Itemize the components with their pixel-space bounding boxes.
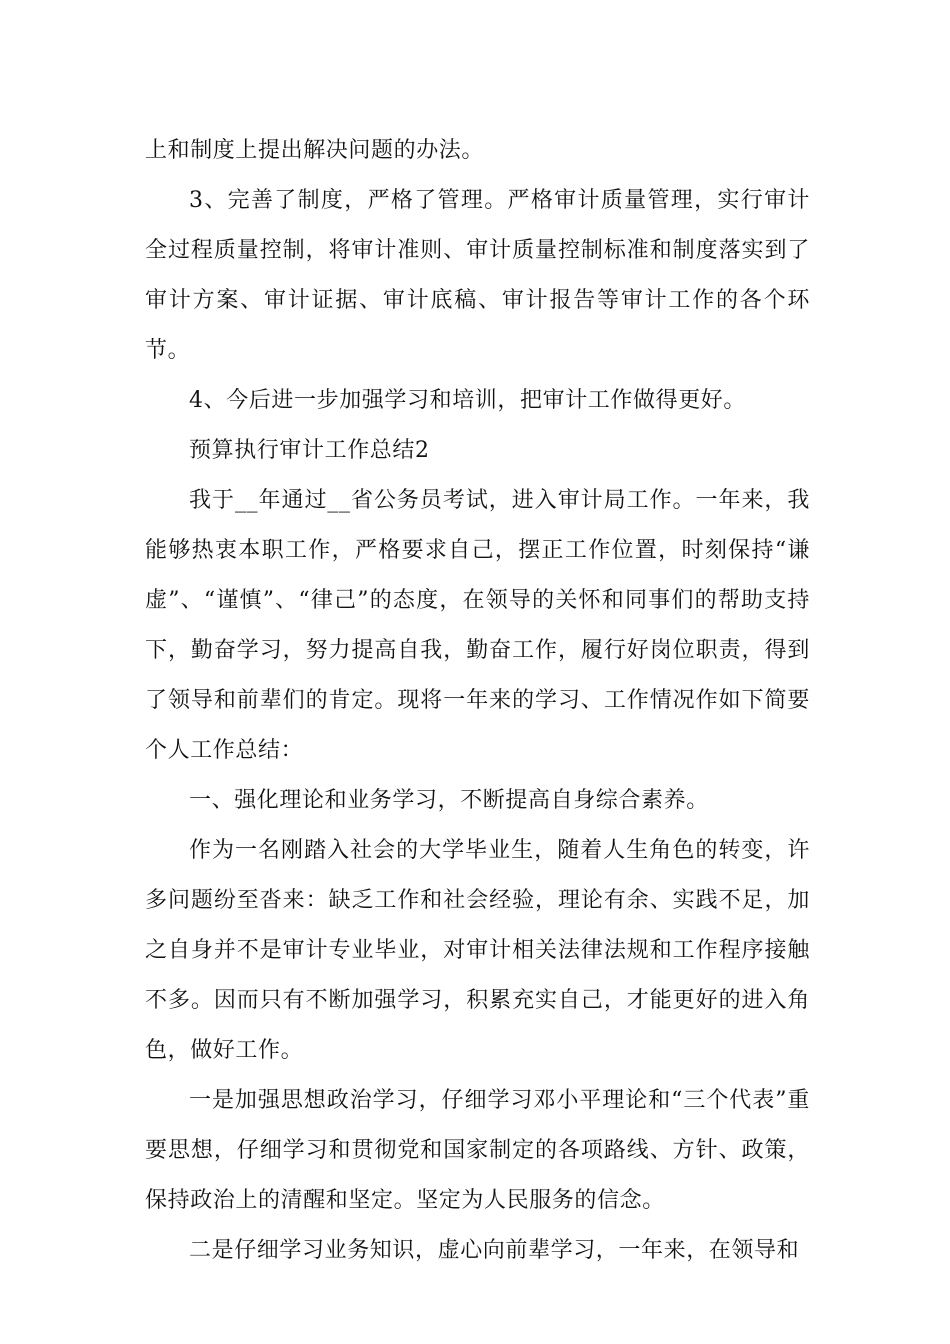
paragraph-point-one: 一是加强思想政治学习，仔细学习邓小平理论和“三个代表”重要思想，仔细学习和贯彻党和国家制定的各项路线、方针、政策，保持政治上的清醒和坚定。坚定为人民服务的信念。 xyxy=(145,1088,810,1213)
subheading-one: 一、强化理论和业务学习，不断提高自身综合素养。 xyxy=(189,788,709,813)
paragraph-continuation: 上和制度上提出解决问题的办法。 xyxy=(145,138,485,163)
document-body xyxy=(145,126,810,1276)
paragraph-background: 作为一名刚踏入社会的大学毕业生，随着人生角色的转变，许多问题纷至沓来：缺乏工作和社会经验，理论有余、实践不足，加之自身并不是审计专业毕业，对审计相关法律法规和工作程序接触不多。因而只有不断加强学习，积累充实自己，才能更好的进入角色，做好工作。 xyxy=(145,838,810,1063)
section-heading: 预算执行审计工作总结2 xyxy=(189,438,430,463)
paragraph-intro: 我于__年通过__省公务员考试，进入审计局工作。一年来，我能够热衷本职工作，严格要求自己，摆正工作位置，时刻保持“谦虚”、“谨慎”、“律己”的态度，在领导的关怀和同事们的帮助支持下，勤奋学习，努力提高自我，勤奋工作，履行好岗位职责，得到了领导和前辈们的肯定。现将一年来的学习、工作情况作如下简要个人工作总结： xyxy=(145,488,810,763)
paragraph-item-4: 4、今后进一步加强学习和培训，把审计工作做得更好。 xyxy=(189,388,746,413)
paragraph-point-two: 二是仔细学习业务知识，虚心向前辈学习，一年来，在领导和 xyxy=(189,1238,800,1263)
paragraph-item-3: 3、完善了制度，严格了管理。严格审计质量管理，实行审计全过程质量控制，将审计准则、审计质量控制标准和制度落实到了审计方案、审计证据、审计底稿、审计报告等审计工作的各个环节。 xyxy=(145,188,810,363)
